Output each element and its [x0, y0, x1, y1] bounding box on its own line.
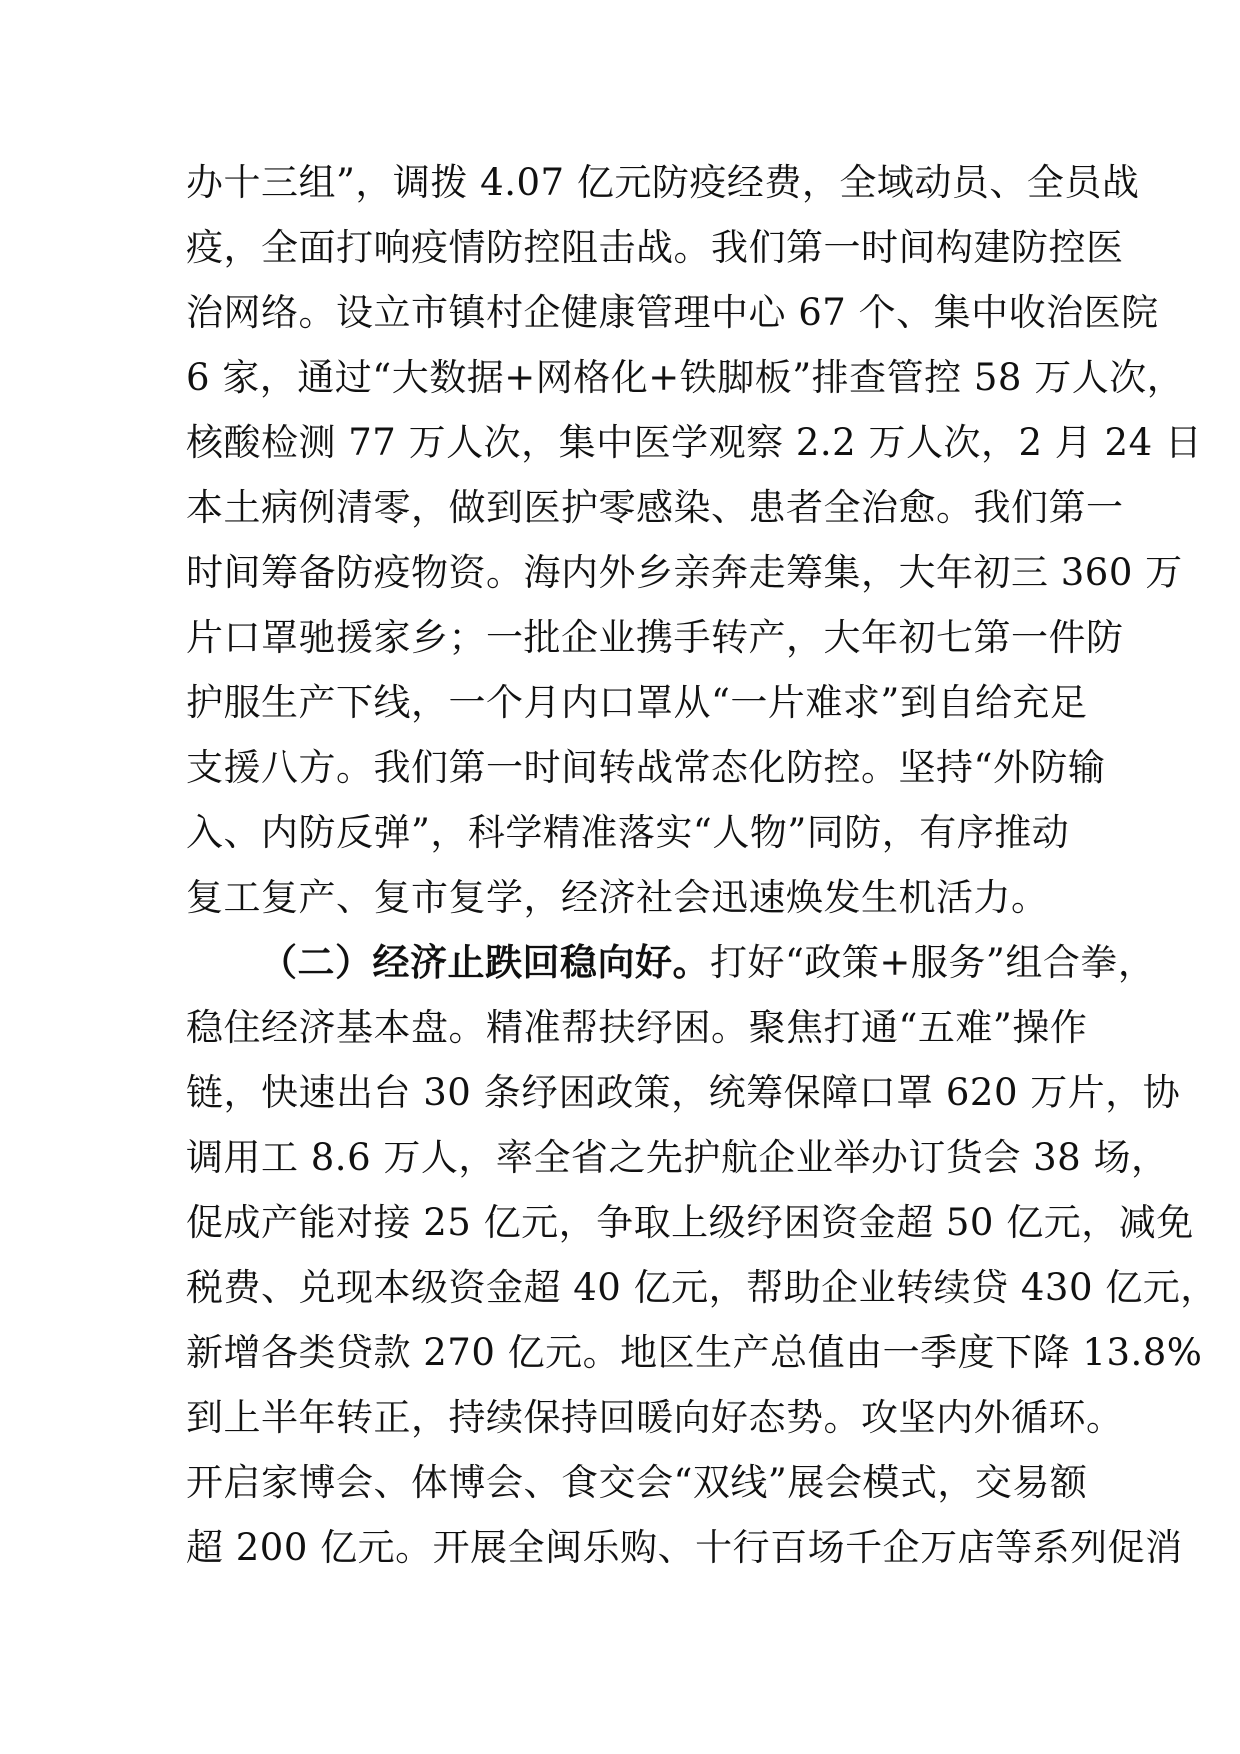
paragraph-line: 本土病例清零，做到医护零感染、患者全治愈。我们第一 — [186, 486, 1124, 529]
paragraph-line: 调用工 8.6 万人，率全省之先护航企业举办订货会 38 场， — [186, 1136, 1169, 1179]
paragraph-line: 复工复产、复市复学，经济社会迅速焕发生机活力。 — [186, 876, 1049, 919]
paragraph-line: 入、内防反弹”，科学精准落实“人物”同防，有序推动 — [186, 811, 1070, 854]
section-heading: （二）经济止跌回稳向好。 — [260, 940, 710, 984]
paragraph-line: 疫，全面打响疫情防控阻击战。我们第一时间构建防控医 — [186, 226, 1124, 269]
paragraph-line: 核酸检测 77 万人次，集中医学观察 2.2 万人次，2 月 24 日 — [186, 421, 1203, 464]
section-first-line-text: 打好“政策+服务”组合拳， — [710, 941, 1156, 984]
section-first-line — [186, 930, 1156, 995]
paragraph-line: 支援八方。我们第一时间转战常态化防控。坚持“外防输 — [186, 746, 1106, 789]
paragraph-line: 护服生产下线，一个月内口罩从“一片难求”到自给充足 — [186, 681, 1088, 724]
paragraph-line: 时间筹备防疫物资。海内外乡亲奔走筹集，大年初三 360 万 — [186, 551, 1183, 594]
paragraph-line: 链，快速出台 30 条纾困政策，统筹保障口罩 620 万片，协 — [186, 1071, 1181, 1114]
paragraph-line: 税费、兑现本级资金超 40 亿元，帮助企业转续贷 430 亿元， — [186, 1266, 1218, 1309]
paragraph-line: 开启家博会、体博会、食交会“双线”展会模式，交易额 — [186, 1461, 1088, 1504]
paragraph-line: 促成产能对接 25 亿元，争取上级纾困资金超 50 亿元，减免 — [186, 1201, 1194, 1244]
paragraph-line: 超 200 亿元。开展全闽乐购、十行百场千企万店等系列促消 — [186, 1526, 1183, 1569]
paragraph-line: 6 家，通过“大数据+网格化+铁脚板”排查管控 58 万人次， — [186, 356, 1185, 399]
paragraph-line: 新增各类贷款 270 亿元。地区生产总值由一季度下降 13.8% — [186, 1331, 1203, 1374]
paragraph-line: 稳住经济基本盘。精准帮扶纾困。聚焦打通“五难”操作 — [186, 1006, 1088, 1049]
paragraph-line: 片口罩驰援家乡；一批企业携手转产，大年初七第一件防 — [186, 616, 1124, 659]
paragraph-line: 到上半年转正，持续保持回暖向好态势。攻坚内外循环。 — [186, 1396, 1124, 1439]
paragraph-line: 治网络。设立市镇村企健康管理中心 67 个、集中收治医院 — [186, 291, 1159, 334]
document-body — [186, 150, 1218, 1580]
paragraph-line: 办十三组”，调拨 4.07 亿元防疫经费，全域动员、全员战 — [186, 161, 1140, 204]
